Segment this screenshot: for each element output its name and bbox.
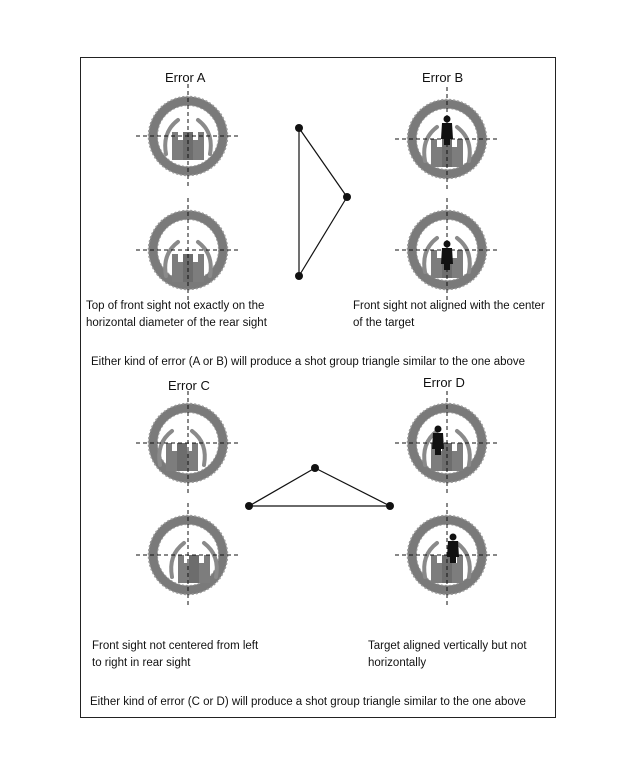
error-a-caption (86, 298, 267, 332)
error-c-title: Error C (168, 378, 210, 393)
shot-group-triangle-cd (245, 464, 394, 510)
error-c-sight-bottom (136, 503, 240, 607)
caption-line: Front sight not centered from left (92, 640, 259, 652)
error-c-sight-top (136, 391, 240, 495)
shot-point (295, 272, 303, 280)
error-b-sight-bottom (395, 198, 499, 302)
shot-point (295, 124, 303, 132)
summary-ab: Either kind of error (A or B) will produce a shot group triangle similar to the one above (91, 356, 526, 368)
caption-line: to right in rear sight (92, 657, 191, 669)
error-b-caption (353, 298, 545, 332)
error-d-sight-bottom (395, 503, 499, 607)
error-a-sight-bottom (136, 198, 240, 302)
error-d-caption (368, 638, 527, 672)
caption-line: Top of front sight not exactly on the (86, 300, 265, 312)
summary-cd: Either kind of error (C or D) will produce a shot group triangle similar to the one above (90, 696, 526, 708)
caption-line: of the target (353, 317, 415, 329)
caption-line: horizontally (368, 657, 427, 669)
caption-line: Target aligned vertically but not (368, 640, 527, 652)
error-b-title: Error B (422, 70, 464, 85)
error-c-caption (92, 638, 258, 672)
error-a-title: Error A (165, 70, 206, 85)
shot-point (311, 464, 319, 472)
caption-line: Front sight not aligned with the center (353, 300, 545, 312)
shot-group-triangle-ab (295, 124, 351, 280)
shot-point (386, 502, 394, 510)
caption-line: horizontal diameter of the rear sight (86, 317, 267, 329)
error-d-title: Error D (423, 375, 465, 390)
error-a-sight-top (136, 84, 240, 188)
error-d-sight-top (395, 391, 499, 495)
error-b-sight-top (395, 87, 499, 191)
shot-point (245, 502, 253, 510)
shot-point (343, 193, 351, 201)
